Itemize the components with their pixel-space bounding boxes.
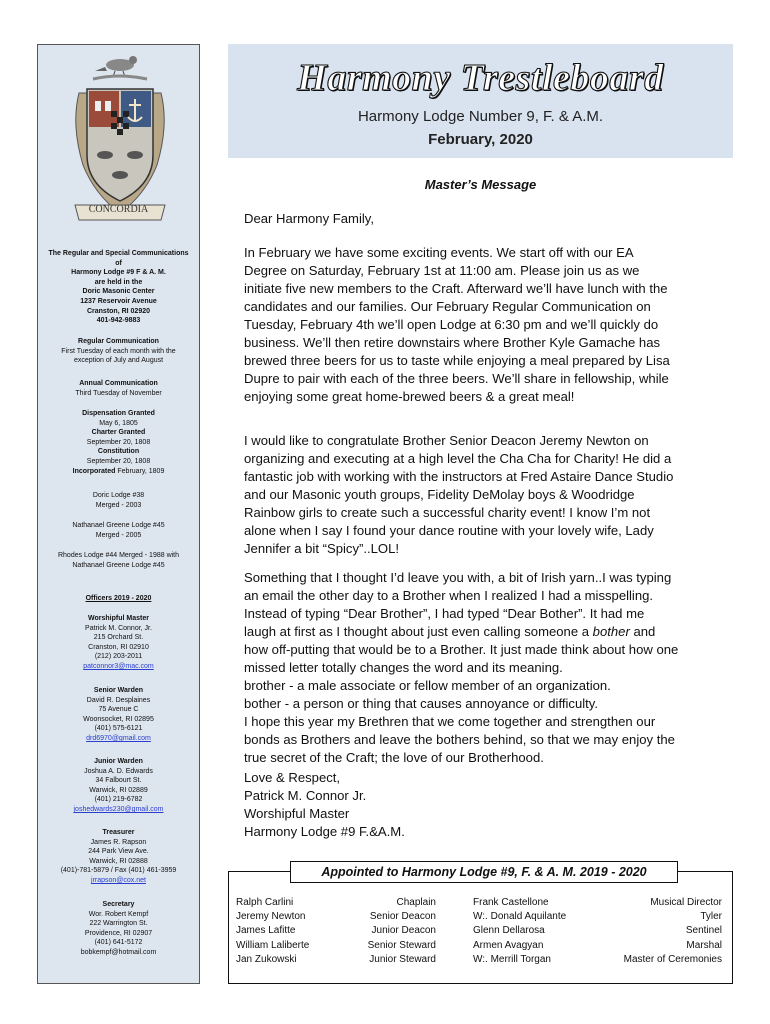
regular-communication: Regular Communication First Tuesday of each month with the exception of July and August xyxy=(61,338,176,365)
email-link[interactable]: patconnor3@mac.com xyxy=(83,662,154,670)
officer-junior-warden: Junior Warden Joshua A. D. Edwards 34 Falbourt St. Warwick, RI 02889 (401) 219-6782 joshedwards230@gmail.com xyxy=(40,757,197,815)
appointed-right-names: Frank Castellone W:. Donald Aquilante Glenn Dellarosa Armen Avagyan W:. Merrill Torgan xyxy=(473,897,567,965)
email-link[interactable]: joshedwards230@gmail.com xyxy=(73,805,164,813)
issue-date: February, 2020 xyxy=(428,131,533,148)
newsletter-title: Harmony Trestleboard xyxy=(297,57,664,99)
greeting: Dear Harmony Family, xyxy=(244,211,374,226)
lodge-merge-2: Nathanael Greene Lodge #45 Merged - 2005 xyxy=(72,522,165,539)
meeting-address: The Regular and Special Communications of Harmony Lodge #9 F & A. M. are held in the Doric Masonic Center 1237 Reservoir Avenue Cranston, RI 02920 401-942-9883 xyxy=(48,250,189,325)
sidebar xyxy=(37,44,200,984)
newsletter-header xyxy=(228,44,733,158)
message-heading: Master’s Message xyxy=(424,177,537,192)
annual-communication: Annual Communication Third Tuesday of November xyxy=(75,380,162,397)
officer-secretary: Secretary Wor. Robert Kempf 222 Warrington St. Providence, RI 02907 (401) 641-5172 bobkempf@hotmail.com xyxy=(80,901,157,956)
lodge-merge-1: Doric Lodge #38 Merged - 2003 xyxy=(92,492,145,509)
lodge-crest-logo xyxy=(65,45,175,225)
paragraph-events: In February we have some exciting events. We start off with our EA Degree on Saturday, February 1st at 11:00 am. Please join us as we initiate five new members to the Craft. Afterward we’ll have lunch with the candidates and our families. Our February Regular Communication on Tuesday, February 4th we’ll open Lodge at 6:30 pm and we’ll quickly do business. We’ll then retire downstairs where Brother Kyle Gamache has brewed three beers for us to taste while enjoying a meal prepared by Lisa Dupre to pair with each of the three beers. We’ll share in fellowship, while enjoying some great home-brewed beers & a great meal! xyxy=(244,245,670,404)
appointed-right-roles: Musical Director Tyler Sentinel Marshal Master of Ceremonies xyxy=(623,897,722,965)
appointed-left-roles: Chaplain Senior Deacon Junior Deacon Senior Steward Junior Steward xyxy=(367,897,436,965)
crest-motto: CONCORDIA xyxy=(88,204,149,215)
officers-heading: Officers 2019 - 2020 xyxy=(85,595,152,602)
officer-treasurer: Treasurer James R. Rapson 244 Park View Ave. Warwick, RI 02888 (401)-781-5879 / Fax (401) 461-3959 jrrapson@cox.net xyxy=(40,828,197,886)
closing-signature: Love & Respect, Patrick M. Connor Jr. Worshipful Master Harmony Lodge #9 F.&A.M. xyxy=(244,770,405,839)
paragraph-irish-yarn: Something that I thought I’d leave you with, a bit of Irish yarn..I was typing an email the other day to a Brother when I realized I had a misspelling. Instead of typing “Dear Brother”, I had typed “Dear Bother”. It had me laugh at first as I thought about just even calling someone a bother and how off-putting that would be to a Brother. It just made think about how one missed letter totally changes the word and its meaning. brother - a male associate or fellow member of an organization. bother - a person or thing that causes annoyance or difficulty. I hope this year my Brethren that we come together and strengthen our bonds as Brothers and leave the bothers behind, so that we may enjoy the true secret of the Craft; the love of our Brotherhood. xyxy=(244,570,679,765)
email-link[interactable]: drd6970@gmail.com xyxy=(86,734,151,742)
email-link[interactable]: jrrapson@cox.net xyxy=(91,876,146,884)
paragraph-congratulations: I would like to congratulate Brother Senior Deacon Jeremy Newton on organizing and executing at a high level the Cha Cha for Charity! He did a fantastic job with working with the instructors at Fred Astaire Dance Studio and our Masonic youth groups, Fidelity DeMolay boys & Woodridge Rainbow girls to create such a successful charity event! I know I’m not alone when I say I found your dance routine with your lovely wife, Lady Jennifer a bit “Spicy”..LOL! xyxy=(244,433,674,556)
lodge-history: Dispensation Granted May 6, 1805 Charter Granted September 20, 1808 Constitution September 20, 1808 Incorporated February, 1809 xyxy=(72,410,165,475)
appointed-left-names: Ralph Carlini Jeremy Newton James Lafitte William Laliberte Jan Zukowski xyxy=(236,897,310,965)
officer-worshipful-master: Worshipful Master Patrick M. Connor, Jr. 215 Orchard St. Cranston, RI 02910 (212) 203-2011 patconnor3@mac.com xyxy=(40,614,197,672)
lodge-name: Harmony Lodge Number 9, F. & A.M. xyxy=(357,108,604,125)
officer-senior-warden: Senior Warden David R. Desplaines 75 Avenue C Woonsocket, RI 02895 (401) 575-6121 drd6970@gmail.com xyxy=(40,686,197,744)
lodge-merge-3: Rhodes Lodge #44 Merged - 1988 with Nathanael Greene Lodge #45 xyxy=(57,552,180,569)
appointed-officers-title: Appointed to Harmony Lodge #9, F. & A. M. 2019 - 2020 xyxy=(290,861,678,883)
